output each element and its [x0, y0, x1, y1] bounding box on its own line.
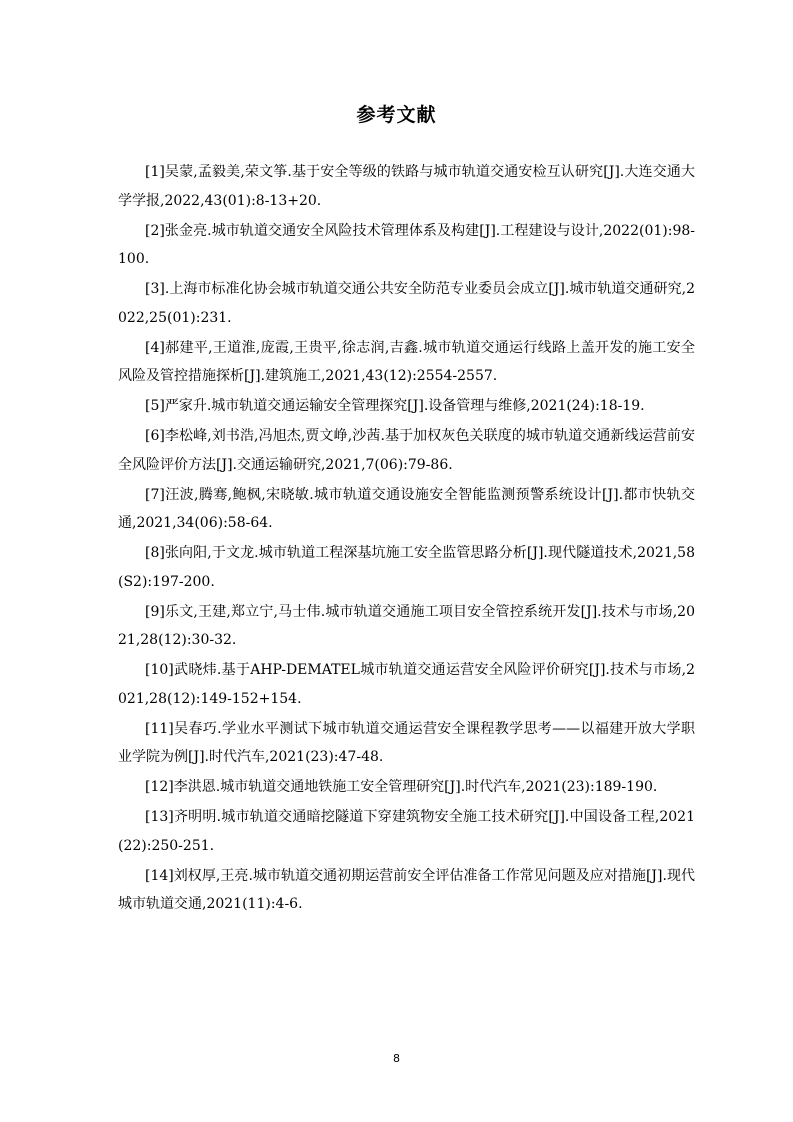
reference-item: [10]武晓炜.基于AHP-DEMATEL城市轨道交通运营安全风险评价研究[J].技术与市场,2021,28(12):149-152+154. — [118, 662, 695, 707]
page-title: 参考文献 — [356, 104, 437, 126]
reference-item: [1]吴蒙,孟毅美,荣文筝.基于安全等级的铁路与城市轨道交通安检互认研究[J].大连交通大学学报,2022,43(01):8-13+20. — [118, 164, 695, 209]
reference-item: [12]李洪恩.城市轨道交通地铁施工安全管理研究[J].时代汽车,2021(23):189-190. — [145, 779, 658, 795]
reference-item: [2]张金亮.城市轨道交通安全风险技术管理体系及构建[J].工程建设与设计,2022(01):98-100. — [118, 222, 695, 267]
reference-item: [11]吴春巧.学业水平测试下城市轨道交通运营安全课程教学思考——以福建开放大学职业学院为例[J].时代汽车,2021(23):47-48. — [118, 720, 695, 765]
reference-item: [14]刘权厚,王亮.城市轨道交通初期运营前安全评估准备工作常见问题及应对措施[J].现代城市轨道交通,2021(11):4-6. — [118, 867, 695, 912]
reference-item: [6]李松峰,刘书浩,冯旭杰,贾文峥,沙茜.基于加权灰色关联度的城市轨道交通新线运营前安全风险评价方法[J].交通运输研究,2021,7(06):79-86. — [118, 428, 695, 473]
reference-item: [5]严家升.城市轨道交通运输安全管理探究[J].设备管理与维修,2021(24):18-19. — [145, 398, 645, 414]
reference-item: [13]齐明明.城市轨道交通暗挖隧道下穿建筑物安全施工技术研究[J].中国设备工程,2021(22):250-251. — [118, 809, 695, 854]
reference-list — [118, 158, 695, 920]
reference-item: [7]汪波,腾骞,鲍枫,宋晓敏.城市轨道交通设施安全智能监测预警系统设计[J].都市快轨交通,2021,34(06):58-64. — [118, 486, 695, 531]
page-number: 8 — [393, 1052, 400, 1065]
reference-item: [9]乐文,王建,郑立宁,马士伟.城市轨道交通施工项目安全管控系统开发[J].技术与市场,2021,28(12):30-32. — [118, 603, 695, 648]
reference-item: [8]张向阳,于文龙.城市轨道工程深基坑施工安全监管思路分析[J].现代隧道技术,2021,58(S2):197-200. — [118, 545, 695, 590]
reference-item: [3].上海市标准化协会城市轨道交通公共安全防范专业委员会成立[J].城市轨道交通研究,2022,25(01):231. — [118, 281, 695, 326]
reference-item: [4]郝建平,王道淮,庞霞,王贵平,徐志润,吉鑫.城市轨道交通运行线路上盖开发的施工安全风险及管控措施探析[J].建筑施工,2021,43(12):2554-2557. — [118, 339, 695, 384]
